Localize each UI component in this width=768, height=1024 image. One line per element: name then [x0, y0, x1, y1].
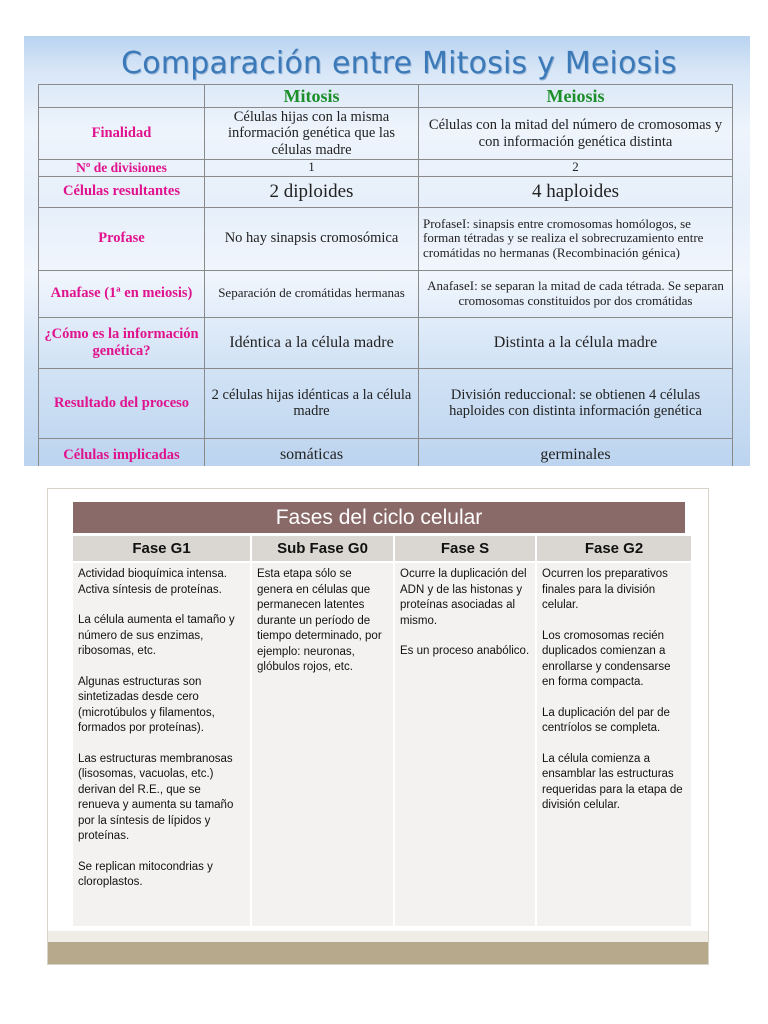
table-header-row [39, 85, 733, 108]
mitosis-cell: Separación de cromátidas hermanas [205, 270, 419, 317]
table-row [39, 108, 733, 160]
meiosis-cell: 4 haploides [419, 176, 733, 207]
column-g0 [252, 536, 393, 926]
table-row [39, 438, 733, 466]
column-header-meiosis: Meiosis [419, 85, 733, 108]
row-label: Células resultantes [39, 176, 205, 207]
mitosis-cell: No hay sinapsis cromosómica [205, 207, 419, 270]
paragraph: Se replican mitocondrias y cloroplastos. [78, 860, 213, 888]
table-row [39, 160, 733, 177]
column-header: Fase G2 [537, 536, 691, 561]
row-label: Resultado del proceso [39, 368, 205, 438]
table-row [39, 207, 733, 270]
meiosis-cell: ProfaseI: sinapsis entre cromosomas homólogos, se forman tétradas y se realiza el sobrecruzamiento entre cromátidas no hermanas (Recombinación génica) [419, 207, 733, 270]
row-label: Profase [39, 207, 205, 270]
paragraph: La célula aumenta el tamaño y número de sus enzimas, ribosomas, etc. [78, 614, 235, 657]
footer-bar [48, 942, 708, 964]
column-header: Sub Fase G0 [252, 536, 393, 561]
column-body [252, 563, 393, 926]
row-label: Anafase (1ª en meiosis) [39, 270, 205, 317]
meiosis-cell: 2 [419, 160, 733, 177]
cell-cycle-slide [47, 488, 709, 965]
meiosis-cell: Distinta a la célula madre [419, 317, 733, 368]
row-label: Finalidad [39, 108, 205, 160]
column-body [395, 563, 535, 926]
paragraph: La duplicación del par de centríolos se completa. [542, 706, 670, 734]
paragraph: Algunas estructuras son sintetizadas desde cero (microtúbulos y filamentos, formados por proteínas). [78, 675, 215, 734]
empty-corner-cell [39, 85, 205, 108]
meiosis-cell: AnafaseI: se separan la mitad de cada tétrada. Se separan cromosomas constituidos por dos cromátidas [419, 270, 733, 317]
comparison-table [38, 84, 733, 466]
paragraph: Los cromosomas recién duplicados comienzan a enrollarse y condensarse en forma compacta. [542, 629, 671, 688]
column-header: Fase G1 [73, 536, 250, 561]
column-body [537, 563, 691, 926]
column-g2 [537, 536, 691, 926]
table-row [39, 270, 733, 317]
row-label: ¿Cómo es la información genética? [39, 317, 205, 368]
mitosis-cell: 1 [205, 160, 419, 177]
mitosis-cell: 2 células hijas idénticas a la célula madre [205, 368, 419, 438]
table-row [39, 176, 733, 207]
table-row [39, 368, 733, 438]
column-g1 [73, 536, 250, 926]
phase-columns [73, 536, 685, 926]
mitosis-cell: Idéntica a la célula madre [205, 317, 419, 368]
paragraph: Actividad bioquímica intensa. Activa síntesis de proteínas. [78, 568, 227, 596]
mitosis-cell: 2 diploides [205, 176, 419, 207]
paragraph: Las estructuras membranosas (lisosomas, vacuolas, etc.) derivan del R.E., que se renueva y aumenta su tamaño por la síntesis de lípidos y proteínas. [78, 752, 234, 842]
mitosis-cell: somáticas [205, 438, 419, 466]
meiosis-cell: Células con la mitad del número de cromosomas y con información genética distinta [419, 108, 733, 160]
paragraph: Ocurre la duplicación del ADN y de las histonas y proteínas asociadas al mismo. [400, 568, 527, 627]
table-row [39, 317, 733, 368]
paragraph: Ocurren los preparativos finales para la división celular. [542, 568, 668, 611]
meiosis-cell: División reduccional: se obtienen 4 células haploides con distinta información genética [419, 368, 733, 438]
slide-title: Comparación entre Mitosis y Meiosis [121, 46, 677, 81]
row-label: Nº de divisiones [39, 160, 205, 177]
paragraph: Es un proceso anabólico. [400, 645, 530, 657]
column-header: Fase S [395, 536, 535, 561]
mitosis-cell: Células hijas con la misma información genética que las células madre [205, 108, 419, 160]
paragraph: La célula comienza a ensamblar las estructuras requeridas para la etapa de división celular. [542, 752, 683, 811]
column-s [395, 536, 535, 926]
paragraph: Esta etapa sólo se genera en células que permanecen latentes durante un período de tiempo determinado, por ejemplo: neuronas, glóbulos rojos, etc. [257, 568, 382, 673]
slide-title: Fases del ciclo celular [73, 502, 685, 533]
row-label: Células implicadas [39, 438, 205, 466]
column-header-mitosis: Mitosis [205, 85, 419, 108]
column-body [73, 563, 250, 926]
mitosis-meiosis-slide [24, 36, 750, 466]
meiosis-cell: germinales [419, 438, 733, 466]
